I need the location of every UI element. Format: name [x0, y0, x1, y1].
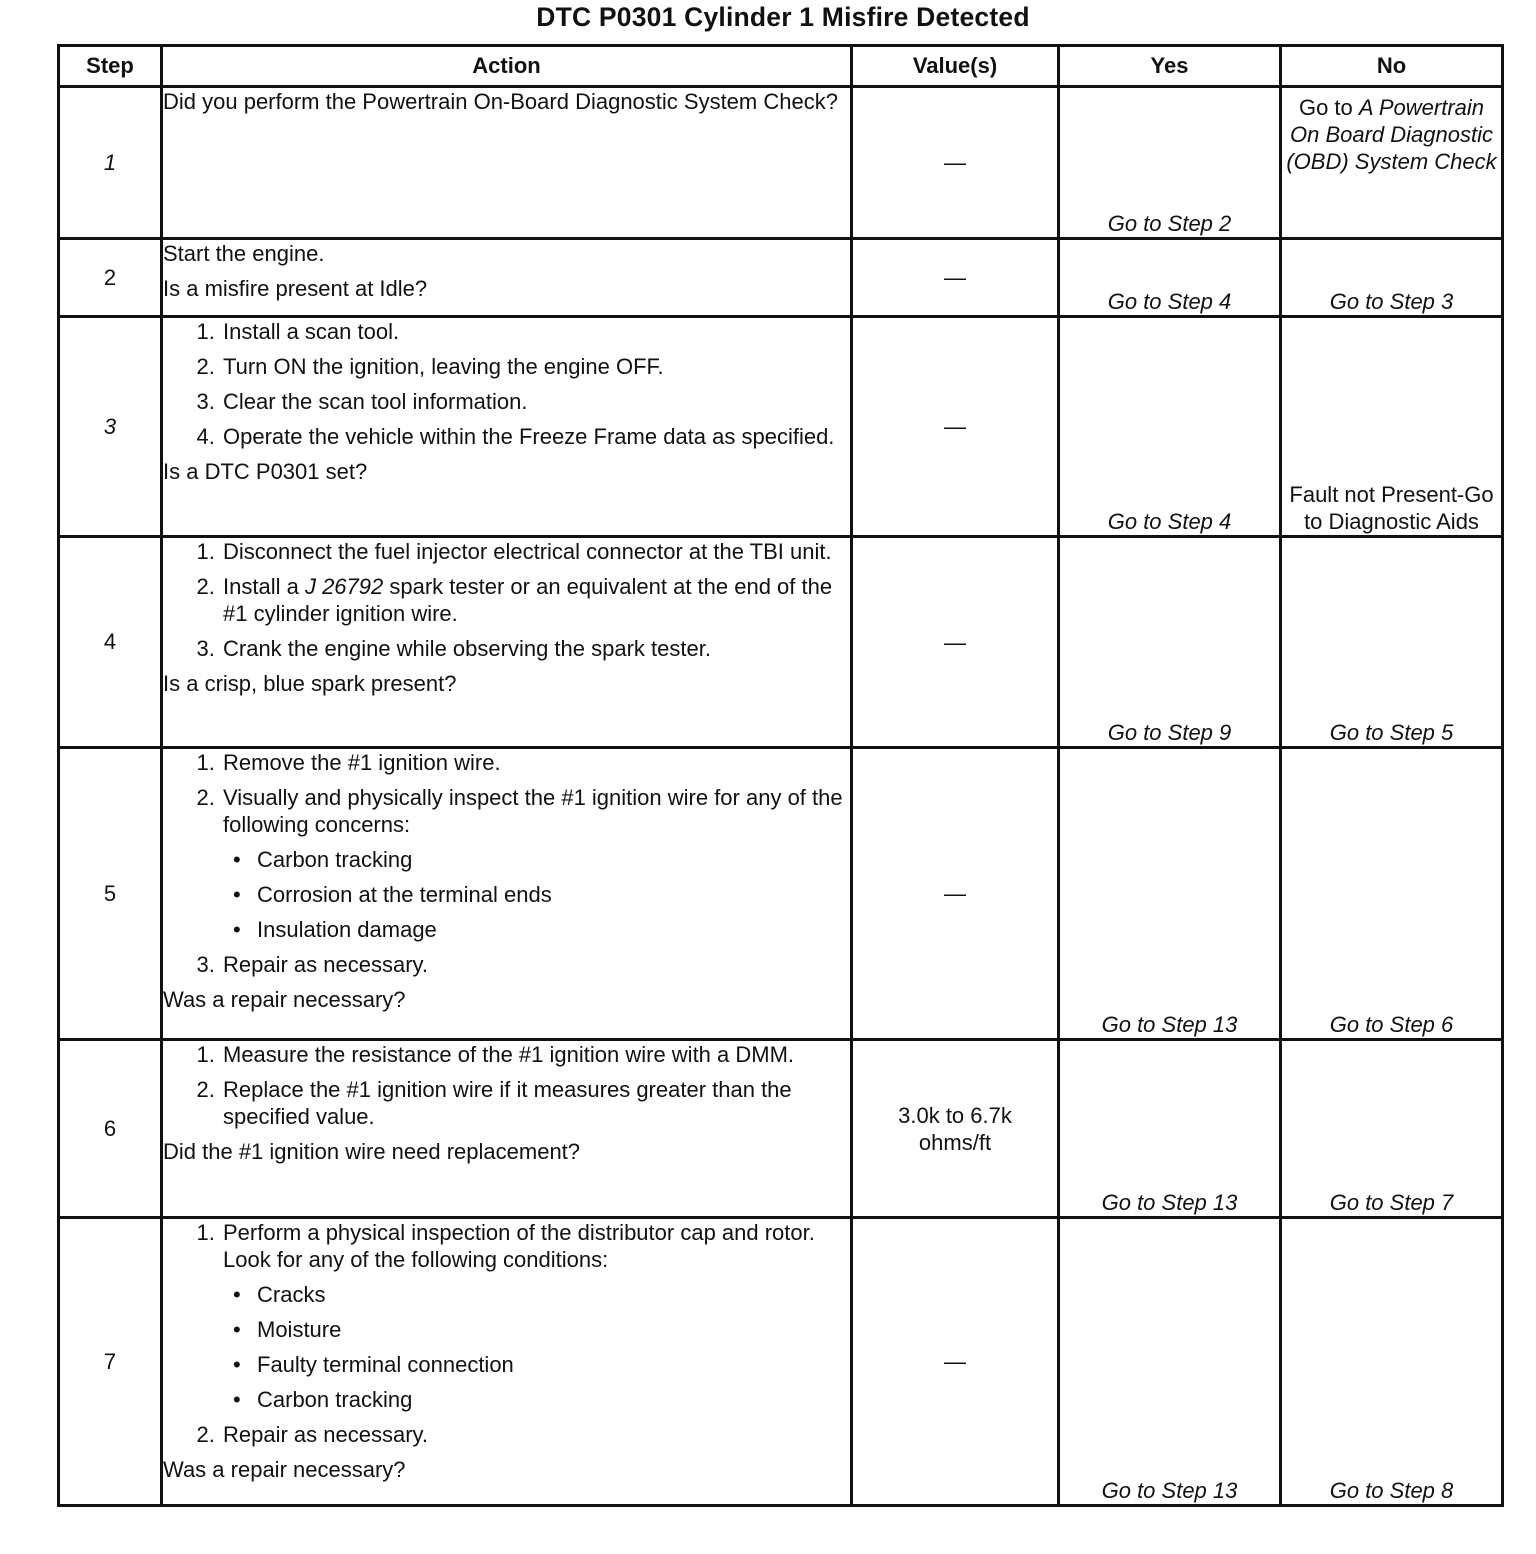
value-cell: — — [852, 239, 1059, 317]
no-cell — [1281, 317, 1503, 537]
table-row-step-3 — [59, 317, 1503, 537]
yes-link[interactable]: Go to Step 13 — [1101, 1012, 1238, 1037]
list-item: 1. Disconnect the fuel injector electrical connector at the TBI unit. — [221, 538, 850, 565]
list-item: 4. Operate the vehicle within the Freeze Frame data as specified. — [221, 423, 850, 450]
action-question: Was a repair necessary? — [163, 987, 406, 1012]
list-item: 1. Install a scan tool. — [221, 318, 850, 345]
no-prefix: Go to — [1298, 95, 1353, 120]
step-number: 2 — [59, 239, 162, 317]
value-cell: — — [852, 1218, 1059, 1506]
step-number: 1 — [59, 87, 162, 239]
step-number: 4 — [59, 537, 162, 748]
yes-cell — [1059, 1218, 1281, 1506]
list-item-text: Visually and physically inspect the #1 ignition wire for any of the following concerns: — [223, 785, 843, 837]
step-number: 3 — [59, 317, 162, 537]
action-cell — [162, 317, 852, 537]
list-item — [221, 784, 850, 943]
bullet-item: • Carbon tracking — [257, 846, 850, 873]
list-item: 1. Remove the #1 ignition wire. — [221, 749, 850, 776]
table-row-step-2 — [59, 239, 1503, 317]
table-row-step-5 — [59, 748, 1503, 1040]
list-item-text: Install a — [223, 574, 299, 599]
value-cell — [852, 1040, 1059, 1218]
list-item: 2. Repair as necessary. — [221, 1421, 850, 1448]
bullet-item: • Carbon tracking — [257, 1386, 850, 1413]
procedure-list — [163, 1041, 850, 1130]
procedure-list — [163, 318, 850, 450]
table-row-step-1 — [59, 87, 1503, 239]
condition-list — [223, 1281, 850, 1413]
yes-cell — [1059, 87, 1281, 239]
no-link[interactable]: Fault not Present-Go to Diagnostic Aids — [1289, 482, 1494, 534]
list-item: 2. Turn ON the ignition, leaving the engine OFF. — [221, 353, 850, 380]
header-step: Step — [59, 46, 162, 87]
bullet-item: • Moisture — [257, 1316, 850, 1343]
step-number: 7 — [59, 1218, 162, 1506]
value-cell: — — [852, 537, 1059, 748]
list-item-text: Perform a physical inspection of the distributor cap and rotor. Look for any of the following conditions: — [223, 1220, 815, 1272]
action-question: Did the #1 ignition wire need replacement? — [163, 1139, 581, 1164]
header-row — [59, 46, 1503, 87]
yes-cell — [1059, 317, 1281, 537]
no-link[interactable]: Go to Step 8 — [1329, 1478, 1454, 1503]
yes-cell — [1059, 1040, 1281, 1218]
yes-link[interactable]: Go to Step 13 — [1101, 1190, 1238, 1215]
action-cell — [162, 1040, 852, 1218]
no-cell — [1281, 748, 1503, 1040]
value-cell: — — [852, 317, 1059, 537]
no-cell — [1281, 239, 1503, 317]
header-values: Value(s) — [852, 46, 1059, 87]
yes-link[interactable]: Go to Step 2 — [1107, 211, 1232, 236]
list-item: 1. Measure the resistance of the #1 ignition wire with a DMM. — [221, 1041, 850, 1068]
bullet-item: • Cracks — [257, 1281, 850, 1308]
table-row-step-7 — [59, 1218, 1503, 1506]
action-question: Is a crisp, blue spark present? — [163, 671, 457, 696]
no-reference-link[interactable]: A Powertrain On Board Diagnostic (OBD) System Check — [1286, 95, 1497, 174]
concern-list — [223, 846, 850, 943]
yes-link[interactable]: Go to Step 4 — [1107, 289, 1232, 314]
value-cell: — — [852, 748, 1059, 1040]
no-link[interactable]: Go to Step 7 — [1329, 1190, 1454, 1215]
yes-cell — [1059, 239, 1281, 317]
step-number: 6 — [59, 1040, 162, 1218]
no-link[interactable]: Go to Step 5 — [1329, 720, 1454, 745]
action-question: Is a misfire present at Idle? — [163, 276, 428, 301]
list-item — [221, 573, 850, 627]
action-line: Start the engine. — [163, 241, 325, 266]
resistance-value: 3.0k to 6.7k ohms/ft — [898, 1102, 1012, 1155]
yes-link[interactable]: Go to Step 4 — [1107, 509, 1232, 534]
action-cell — [162, 1218, 852, 1506]
yes-cell — [1059, 537, 1281, 748]
header-yes: Yes — [1059, 46, 1281, 87]
no-link[interactable]: Go to Step 6 — [1329, 1012, 1454, 1037]
no-cell — [1281, 87, 1503, 239]
list-item: 2. Replace the #1 ignition wire if it measures greater than the specified value. — [221, 1076, 850, 1130]
tool-reference: J 26792 — [304, 574, 384, 599]
step-number: 5 — [59, 748, 162, 1040]
no-cell — [1281, 1040, 1503, 1218]
page-title: DTC P0301 Cylinder 1 Misfire Detected — [536, 2, 1030, 32]
list-item: 3. Crank the engine while observing the spark tester. — [221, 635, 850, 662]
procedure-list — [163, 749, 850, 978]
action-cell — [162, 537, 852, 748]
list-item: 3. Clear the scan tool information. — [221, 388, 850, 415]
action-question: Was a repair necessary? — [163, 1457, 406, 1482]
action-question: Is a DTC P0301 set? — [163, 459, 368, 484]
procedure-list — [163, 538, 850, 662]
table-row-step-6 — [59, 1040, 1503, 1218]
header-action: Action — [162, 46, 852, 87]
no-link[interactable]: Go to Step 3 — [1329, 289, 1454, 314]
list-item — [221, 1219, 850, 1413]
action-cell — [162, 239, 852, 317]
action-cell — [162, 748, 852, 1040]
header-no: No — [1281, 46, 1503, 87]
yes-link[interactable]: Go to Step 9 — [1107, 720, 1232, 745]
bullet-item: • Insulation damage — [257, 916, 850, 943]
action-cell — [162, 87, 852, 239]
no-cell — [1281, 537, 1503, 748]
yes-cell — [1059, 748, 1281, 1040]
bullet-item: • Faulty terminal connection — [257, 1351, 850, 1378]
list-item: 3. Repair as necessary. — [221, 951, 850, 978]
diagnostic-table — [57, 44, 1504, 1507]
value-cell: — — [852, 87, 1059, 239]
procedure-list — [163, 1219, 850, 1448]
yes-link[interactable]: Go to Step 13 — [1101, 1478, 1238, 1503]
no-cell — [1281, 1218, 1503, 1506]
table-row-step-4 — [59, 537, 1503, 748]
action-text: Did you perform the Powertrain On-Board Diagnostic System Check? — [163, 89, 838, 114]
bullet-item: • Corrosion at the terminal ends — [257, 881, 850, 908]
list-item-text: spark tester or an equivalent at the end of the #1 cylinder ignition wire. — [223, 574, 833, 626]
